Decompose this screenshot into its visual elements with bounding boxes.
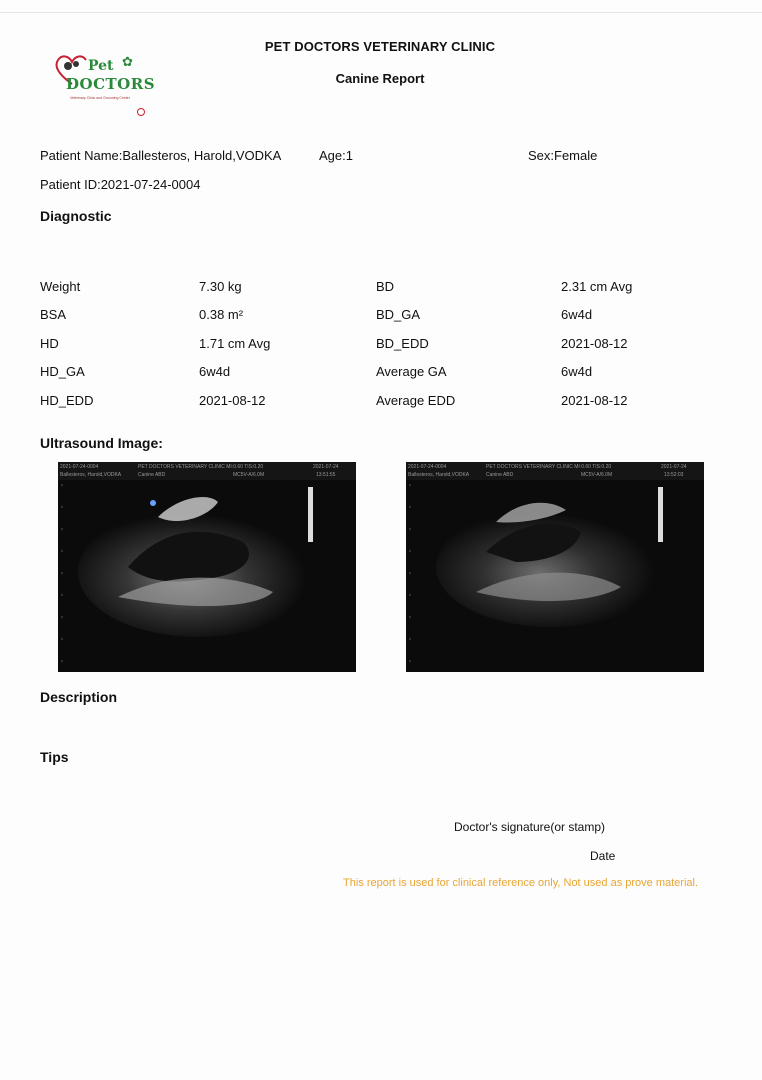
top-border	[0, 12, 762, 13]
ultrasound-scan-2	[406, 462, 704, 672]
disclaimer-text: This report is used for clinical reference only, Not used as prove material.	[343, 877, 699, 889]
diag-label: Weight	[40, 279, 81, 294]
date-label: Date	[590, 849, 616, 863]
us-probe: MC5V-A/6.0M	[581, 472, 613, 478]
patient-age: Age:1	[319, 148, 353, 163]
us-date2: 2021-07-24	[661, 464, 687, 470]
us-exam: Canine ABD	[138, 472, 166, 478]
us-time: 13:52:03	[664, 472, 684, 478]
us-probe: MC5V-A/6.0M	[233, 472, 265, 478]
tips-heading: Tips	[40, 749, 69, 765]
diag-value: 2021-08-12	[561, 393, 628, 408]
description-heading: Description	[40, 689, 118, 705]
ultrasound-header	[58, 462, 356, 480]
patient-name: Patient Name:Ballesteros, Harold,VODKA	[40, 148, 282, 163]
us-date2: 2021-07-24	[313, 464, 339, 470]
diag-value: 6w4d	[561, 364, 593, 379]
us-exam: Canine ABD	[486, 472, 514, 478]
diag-label: Average EDD	[376, 393, 456, 408]
us-patient: Ballesteros, Harold,VODKA	[408, 472, 470, 478]
ultrasound-scan-1	[58, 462, 356, 672]
ultrasound-image-1	[58, 462, 356, 672]
us-clinic: PET DOCTORS VETERINARY CLINIC MI:0.60 TIS:0.20	[138, 464, 264, 470]
us-time: 13:51:55	[316, 472, 336, 478]
stethoscope-end-icon	[137, 108, 145, 116]
diag-value: 6w4d	[199, 364, 231, 379]
ultrasound-heading: Ultrasound Image:	[40, 435, 163, 451]
us-date: 2021-07-24-0004	[408, 464, 447, 470]
us-clinic: PET DOCTORS VETERINARY CLINIC MI:0.60 TIS:0.20	[486, 464, 612, 470]
diagnostic-heading: Diagnostic	[40, 208, 112, 224]
diag-label: BD	[376, 279, 395, 294]
diag-value: 0.38 m²	[199, 307, 244, 322]
doctor-signature-label: Doctor's signature(or stamp)	[454, 820, 606, 834]
patient-sex: Sex:Female	[528, 148, 598, 163]
us-patient: Ballesteros, Harold,VODKA	[60, 472, 122, 478]
diag-label: Average GA	[376, 364, 447, 379]
diag-value: 2021-08-12	[199, 393, 266, 408]
paw-icon: ✿	[122, 54, 133, 69]
clinic-logo	[52, 50, 156, 120]
logo-word-doctors: DOCTORS	[66, 75, 156, 93]
diag-label: BD_EDD	[376, 336, 429, 351]
patient-id: Patient ID:2021-07-24-0004	[40, 177, 201, 192]
diag-label: BSA	[40, 307, 67, 322]
logo-tagline: Veterinary Clinic and Grooming Center	[70, 96, 130, 100]
diag-value: 6w4d	[561, 307, 593, 322]
diag-value: 2.31 cm Avg	[561, 279, 633, 294]
ultrasound-header	[406, 462, 704, 480]
diag-value: 1.71 cm Avg	[199, 336, 271, 351]
diag-label: HD_GA	[40, 364, 85, 379]
diag-label: HD	[40, 336, 59, 351]
diag-label: HD_EDD	[40, 393, 94, 408]
report-title: Canine Report	[335, 71, 425, 86]
diag-value: 2021-08-12	[561, 336, 628, 351]
diag-value: 7.30 kg	[199, 279, 242, 294]
logo-word-pet: Pet	[88, 58, 114, 74]
us-date: 2021-07-24-0004	[60, 464, 99, 470]
clinic-name: PET DOCTORS VETERINARY CLINIC	[264, 39, 496, 54]
diag-label: BD_GA	[376, 307, 421, 322]
ultrasound-image-2	[406, 462, 704, 672]
